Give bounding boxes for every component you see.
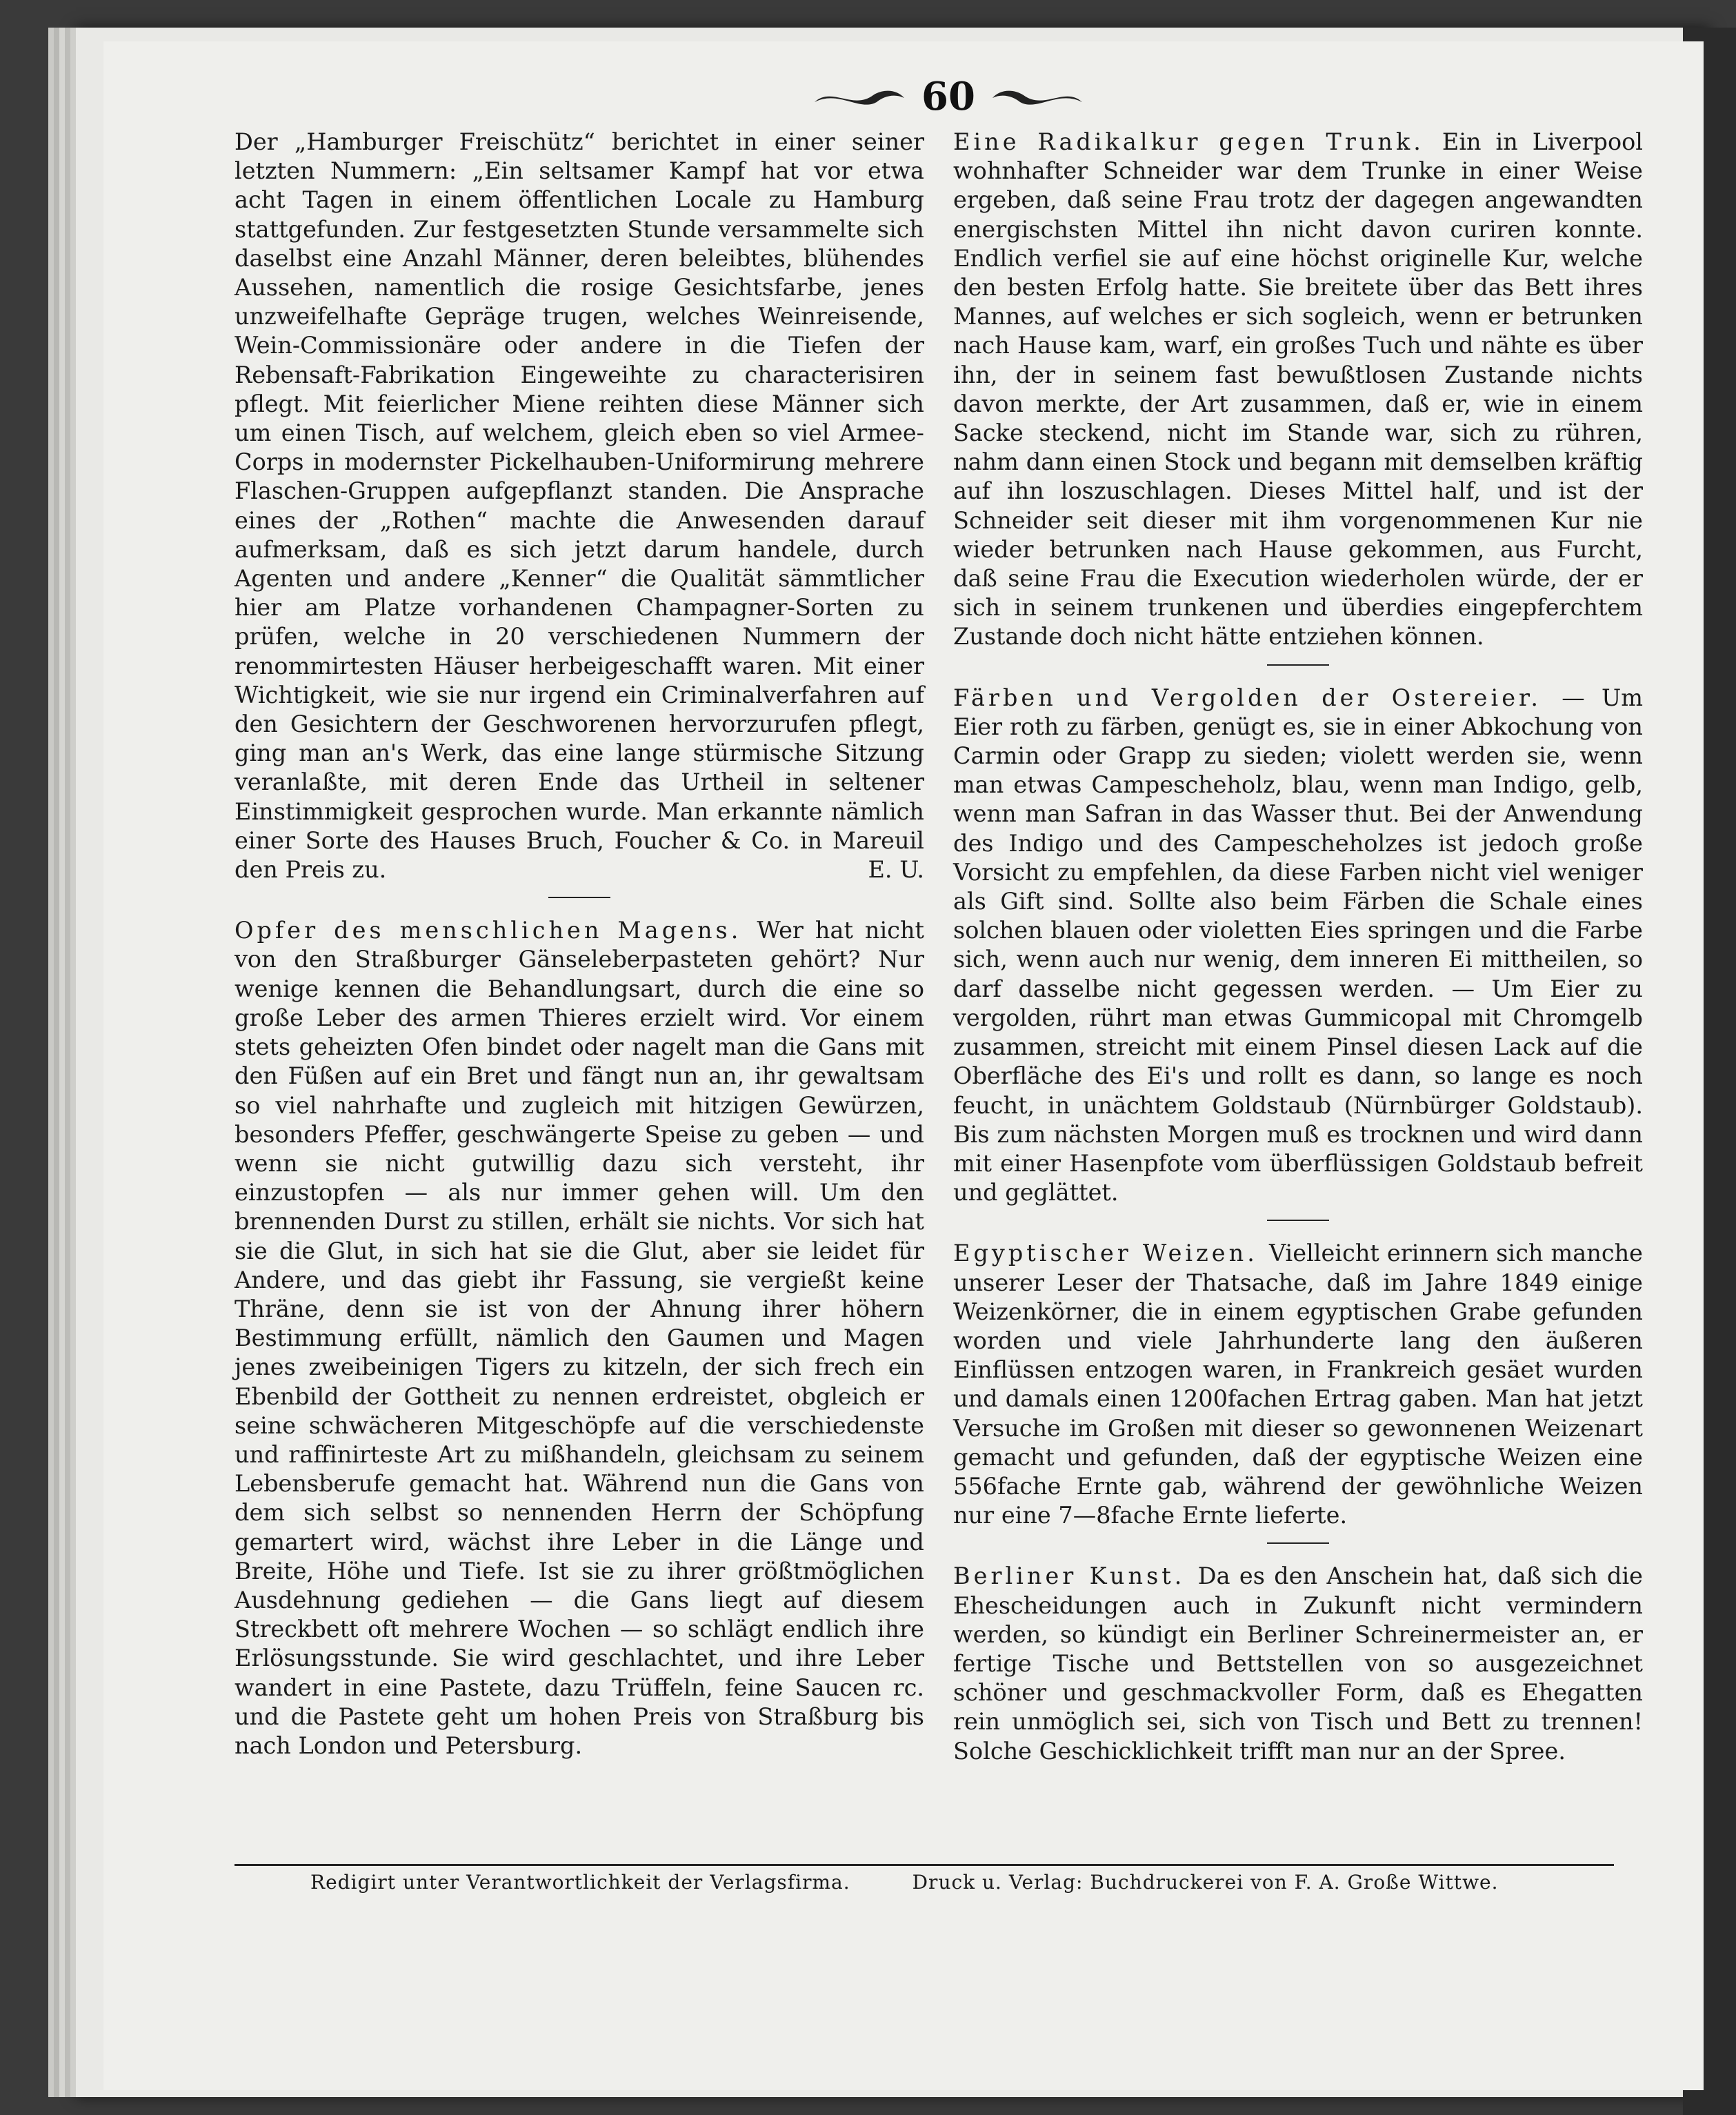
article-berliner-kunst [953, 1562, 1643, 1765]
article-signature: E. U. [868, 856, 924, 884]
left-column [235, 128, 924, 1760]
separator [548, 897, 610, 898]
footer-editor: Redigirt unter Verantwortlichkeit der Verlagsfirma. [310, 1871, 850, 1894]
article-body: Da es den Anschein hat, daß sich die Ehescheidungen auch in Zukunft nicht vermindern werden, so kündigt ein Berliner Schreinermeister an, er fertige Tische und Bettstellen von so ausgezeichnet schöner und geschmackvoller Form, daß es Ehegatten rein unmöglich sei, sich von Tisch und Bett zu trennen! Solche Geschicklichkeit trifft man nur an der Spree. [953, 1562, 1643, 1765]
right-ornament-icon [989, 83, 1086, 110]
page-header [793, 69, 1104, 124]
footer-rule [235, 1864, 1614, 1866]
article-body: — Um Eier roth zu färben, genügt es, sie in einer Abkochung von Carmin oder Grapp zu sieden; violett werden sie, wenn man etwas Campescheholz, blau, wenn man Indigo, gelb, wenn man Safran in das Wasser thut. Bei der Anwendung des Indigo und des Campescheholzes ist jedoch große Vorsicht zu empfehlen, da diese Farben nicht viel weniger als Gift sind. Sollte also beim Färben die Schale eines solchen blauen oder violetten Eies springen und die Farbe sich, wenn auch nur wenig, dem inneren Ei mittheilen, so darf dasselbe nicht gegessen werden. — Um Eier zu vergolden, rührt man etwas Gummicopal mit Chromgelb zusammen, streicht mit einem Pinsel diesen Lack auf die Oberfläche des Ei's und rollt es dann, so lange es noch feucht, in unächtem Goldstaub (Nürnbürger Goldstaub). Bis zum nächsten Morgen muß es trocknen und wird dann mit einer Hasenpfote vom überflüssigen Goldstaub befreit und geglättet. [953, 684, 1643, 1207]
separator [1267, 1220, 1329, 1221]
separator [1267, 664, 1329, 666]
article-freischuetz [235, 128, 924, 884]
article-title: Berliner Kunst. [953, 1562, 1198, 1590]
article-body: Wer hat nicht von den Straßburger Gänseleberpasteten gehört? Nur wenige kennen die Behandlungsart, durch die eine so große Leber des armen Thieres erzielt wird. Vor einem stets geheizten Ofen bindet oder nagelt man die Gans mit den Füßen auf ein Bret und fängt nun an, ihr gewaltsam so viel nahrhafte und zugleich mit hitzigen Gewürzen, besonders Pfeffer, geschwängerte Speise zu geben — und wenn sie nicht gutwillig dazu sich versteht, ihr einzustopfen — als nur immer gehen will. Um den brennenden Durst zu stillen, erhält sie nichts. Vor sich hat sie die Glut, in sich hat sie die Glut, aber sie leidet für Andere, und das giebt ihr Fassung, sie vergießt keine Thräne, denn sie ist von der Ahnung ihrer höhern Bestimmung erfüllt, nämlich den Gaumen und Magen jenes zweibeinigen Tigers zu kitzeln, der sich frech ein Ebenbild der Gottheit zu nennen erdreistet, obgleich er seine schwächeren Mitgeschöpfe auf die verschiedenste und raffinirteste Art zu mißhandeln, gleichsam zu seinem Lebensberufe gemacht hat. Während nun die Gans von dem sich selbst so nennenden Herrn der Schöpfung gemartert wird, wächst ihre Leber in die Länge und Breite, Höhe und Tiefe. Ist sie zu ihrer größtmöglichen Ausdehnung gediehen — die Gans liegt auf diesem Streckbett oft mehrere Wochen — so schlägt endlich ihre Erlösungsstunde. Sie wird geschlachtet, und ihre Leber wandert in eine Pastete, dazu Trüffeln, feine Saucen rc. und die Pastete geht um hohen Preis von Straßburg bis nach London und Petersburg. [235, 917, 925, 1759]
left-ornament-icon [811, 83, 908, 110]
article-ostereier [953, 684, 1643, 1208]
article-title: Färben und Vergolden der Ostereier. [953, 684, 1562, 711]
page-number: 60 [921, 74, 975, 119]
article-opfer [235, 916, 924, 1760]
article-title: Egyptischer Weizen. [953, 1240, 1269, 1267]
article-weizen [953, 1239, 1643, 1530]
article-title: Opfer des menschlichen Magens. [235, 917, 757, 944]
article-title: Eine Radikalkur gegen Trunk. [953, 128, 1442, 155]
article-body: Ein in Liverpool wohnhafter Schneider war dem Trunke in einer Weise ergeben, daß seine Frau trotz der dagegen angewandten energischsten Mittel ihn nicht davon curiren konnte. Endlich verfiel sie auf eine höchst originelle Kur, welche den besten Erfolg hatte. Sie breitete über das Bett ihres Mannes, auf welches er sich sogleich, wenn er betrunken nach Hause kam, warf, ein großes Tuch und nähte es über ihn, der in seinem fast bewußtlosen Zustande nichts davon merkte, der Art zusammen, daß er, wie in einem Sacke steckend, nicht im Stande war, sich zu rühren, nahm dann einen Stock und begann mit demselben kräftig auf ihn loszuschlagen. Dieses Mittel half, und ist der Schneider seit dieser mit ihm vorgenommenen Kur nie wieder betrunken nach Hause gekommen, aus Furcht, daß seine Frau die Execution wiederholen würde, der er sich in seinem trunkenen und überdies eingepferchtem Zustande doch nicht hätte entziehen können. [953, 128, 1643, 651]
footer-printer: Druck u. Verlag: Buchdruckerei von F. A. Große Wittwe. [912, 1871, 1499, 1894]
separator [1267, 1542, 1329, 1544]
article-body: Der „Hamburger Freischütz“ berichtet in einer seiner letzten Nummern: „Ein seltsamer Kampf hat vor etwa acht Tagen in einem öffentlichen Locale zu Hamburg stattgefunden. Zur festgesetzten Stunde versammelte sich daselbst eine Anzahl Männer, deren beleibtes, blühendes Aussehen, namentlich die rosige Gesichtsfarbe, jenes unzweifelhafte Gepräge trugen, welches Weinreisende, Wein-Commissionäre oder andere in die Tiefen der Rebensaft-Fabrikation Eingeweihte zu characterisiren pflegt. Mit feierlicher Miene reihten diese Männer sich um einen Tisch, auf welchem, gleich eben so viel Armee-Corps in modernster Pickelhauben-Uniformirung mehrere Flaschen-Gruppen aufgepflanzt standen. Die Ansprache eines der „Rothen“ machte die Anwesenden darauf aufmerksam, daß es sich jetzt darum handele, durch Agenten und andere „Kenner“ die Qualität sämmtlicher hier am Platze vorhandenen Champagner-Sorten zu prüfen, welche in 20 verschiedenen Nummern der renommirtesten Häuser herbeigeschafft waren. Mit einer Wichtigkeit, wie sie nur irgend ein Criminalverfahren auf den Gesichtern der Geschworenen hervorzurufen pflegt, ging man an's Werk, das eine lange stürmische Sitzung veranlaßte, mit deren Ende das Urtheil in seltener Einstimmigkeit gesprochen wurde. Man erkannte nämlich einer Sorte des Hauses Bruch, Foucher & Co. in Mareuil den Preis zu. [235, 128, 924, 884]
article-body: Vielleicht erinnern sich manche unserer Leser der Thatsache, daß im Jahre 1849 einige Weizenkörner, die in einem egyptischen Grabe gefunden worden und viele Jahrhunderte lang den äußeren Einflüssen entzogen waren, in Frankreich gesäet wurden und damals einen 1200fachen Ertrag gaben. Man hat jetzt Versuche im Großen mit dieser so gewonnenen Weizenart gemacht und gefunden, daß der egyptische Weizen eine 556fache Ernte gab, während der gewöhnliche Weizen nur eine 7—8fache Ernte lieferte. [953, 1240, 1643, 1529]
article-radikalkur [953, 128, 1643, 652]
page-footer [310, 1871, 1552, 1894]
right-column [953, 128, 1643, 1766]
